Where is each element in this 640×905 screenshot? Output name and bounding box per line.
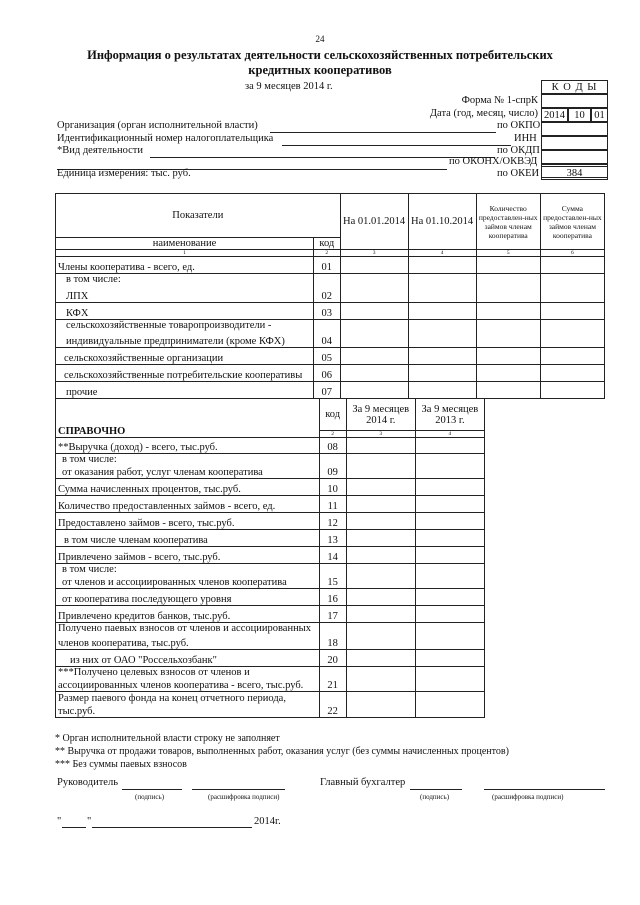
table-row — [56, 667, 485, 692]
value-cell[interactable] — [415, 650, 484, 667]
head-decode-line[interactable] — [192, 789, 285, 790]
value-cell[interactable] — [415, 438, 484, 454]
h-code: код — [314, 238, 341, 250]
row-label-sub: в том числе: — [62, 454, 117, 465]
row-label-line1: Получено паевых взносов от членов и ассоциированных — [58, 623, 311, 634]
row-code: 02 — [314, 274, 341, 303]
table-row — [56, 382, 605, 399]
form-code-cell — [541, 94, 608, 108]
row-code: 05 — [314, 348, 341, 365]
value-cell[interactable] — [346, 479, 415, 496]
colnum: 2 — [319, 431, 346, 438]
value-cell[interactable] — [540, 320, 604, 348]
row-label: **Выручка (доход) - всего, тыс.руб. — [56, 438, 320, 454]
value-cell[interactable] — [340, 274, 408, 303]
row-label: сельскохозяйственные организации — [56, 348, 314, 365]
value-cell[interactable] — [476, 257, 540, 274]
page-number: 24 — [315, 34, 325, 44]
h-sum: Сумма предоставлен-ных займов членам кооператива — [540, 194, 604, 250]
colnum: 6 — [540, 250, 604, 257]
activity-label: *Вид деятельности — [57, 145, 143, 156]
accountant-decode-line[interactable] — [484, 789, 605, 790]
row-code: 01 — [314, 257, 341, 274]
row-code: 09 — [319, 454, 346, 479]
value-cell[interactable] — [415, 564, 484, 589]
row-label — [56, 274, 314, 303]
inn-cell[interactable] — [541, 136, 608, 150]
row-label-main: от оказания работ, услуг членам кооператива — [62, 467, 263, 478]
value-cell[interactable] — [476, 365, 540, 382]
colnum: 2 — [314, 250, 341, 257]
row-label: Сумма начисленных процентов, тыс.руб. — [56, 479, 320, 496]
row-label — [56, 320, 314, 348]
date-quote-open: " — [57, 816, 62, 827]
colnum: 4 — [408, 250, 476, 257]
row-label — [56, 564, 320, 589]
row-label: КФХ — [56, 303, 314, 320]
value-cell[interactable] — [408, 348, 476, 365]
row-label-sub: в том числе: — [62, 564, 117, 575]
value-cell[interactable] — [340, 365, 408, 382]
colnum: 4 — [415, 431, 484, 438]
sign-month-line[interactable] — [92, 827, 252, 828]
date-label: Дата (год, месяц, число) — [429, 108, 538, 119]
row-code: 18 — [319, 623, 346, 650]
row-code: 17 — [319, 606, 346, 623]
row-code: 22 — [319, 692, 346, 718]
table-row — [56, 479, 485, 496]
report-period: за 9 месяцев 2014 г. — [245, 81, 333, 92]
date-quote-close: " — [87, 816, 92, 827]
row-label: от кооператива последующего уровня — [56, 589, 320, 606]
row-label: прочие — [56, 382, 314, 399]
accountant-label: Главный бухгалтер — [320, 777, 406, 788]
accountant-decode-caption: (расшифровка подписи) — [492, 793, 564, 801]
okdp-label: по ОКДП — [497, 145, 540, 156]
table-row — [56, 623, 485, 650]
row-code: 04 — [314, 320, 341, 348]
form-label: Форма № 1-спрК — [461, 95, 538, 106]
accountant-signature-line[interactable] — [410, 789, 462, 790]
row-label — [56, 692, 320, 718]
row-code: 20 — [319, 650, 346, 667]
value-cell[interactable] — [415, 667, 484, 692]
footnote-2: ** Выручка от продажи товаров, выполненных работ, оказания услуг (без суммы начисленных процентов) — [55, 746, 509, 757]
row-label — [56, 623, 320, 650]
value-cell[interactable] — [346, 623, 415, 650]
value-cell[interactable] — [346, 530, 415, 547]
h-date2: На 01.10.2014 — [408, 194, 476, 250]
sign-year: 2014г. — [254, 816, 281, 827]
value-cell[interactable] — [540, 274, 604, 303]
row-label-line2: индивидуальные предприниматели (кроме КФХ) — [66, 336, 285, 347]
inn-field[interactable] — [282, 145, 511, 146]
row-label-line1: ***Получено целевых взносов от членов и — [58, 667, 250, 678]
value-cell[interactable] — [415, 454, 484, 479]
row-code: 10 — [319, 479, 346, 496]
value-cell[interactable] — [540, 365, 604, 382]
row-label — [56, 454, 320, 479]
value-cell[interactable] — [346, 454, 415, 479]
row-label-main: ЛПХ — [66, 291, 89, 302]
footnote-3: *** Без суммы паевых взносов — [55, 759, 187, 770]
table-row — [56, 496, 485, 513]
date-month: 10 — [568, 108, 591, 122]
row-label-line2: членов кооператива, тыс.руб. — [58, 638, 189, 649]
row-label-line1: сельскохозяйственные товаропроизводители - — [66, 320, 272, 331]
colnum: 1 — [56, 250, 314, 257]
h-period-2013: За 9 месяцев 2013 г. — [415, 399, 484, 431]
value-cell[interactable] — [340, 320, 408, 348]
row-label-line1: Размер паевого фонда на конец отчетного периода, — [58, 693, 286, 704]
h-name: наименование — [56, 238, 314, 250]
inn-row-label: Идентификационный номер налогоплательщика — [57, 133, 274, 144]
h-date1: На 01.01.2014 — [340, 194, 408, 250]
table-row — [56, 274, 605, 303]
okdp-cell[interactable] — [541, 150, 608, 164]
row-label-line2: ассоциированных членов кооператива - всего, тыс.руб. — [58, 680, 304, 691]
value-cell[interactable] — [415, 479, 484, 496]
members-table — [55, 193, 605, 399]
value-cell[interactable] — [540, 348, 604, 365]
inn-label: ИНН — [514, 133, 537, 144]
row-code: 08 — [319, 438, 346, 454]
h-period-2014: За 9 месяцев 2014 г. — [346, 399, 415, 431]
row-code: 07 — [314, 382, 341, 399]
okei-cell: 384 — [541, 166, 608, 180]
value-cell[interactable] — [408, 303, 476, 320]
table-row — [56, 606, 485, 623]
value-cell[interactable] — [346, 564, 415, 589]
value-cell[interactable] — [540, 303, 604, 320]
title-line-2: кредитных кооперативов — [248, 63, 392, 77]
value-cell[interactable] — [540, 257, 604, 274]
value-cell[interactable] — [346, 496, 415, 513]
value-cell[interactable] — [346, 606, 415, 623]
row-code: 03 — [314, 303, 341, 320]
value-cell[interactable] — [346, 547, 415, 564]
row-label: из них от ОАО "Россельхозбанк" — [56, 650, 320, 667]
value-cell[interactable] — [340, 303, 408, 320]
accountant-sign-caption: (подпись) — [420, 793, 450, 801]
activity-field[interactable] — [150, 157, 495, 158]
value-cell[interactable] — [346, 667, 415, 692]
value-cell[interactable] — [340, 382, 408, 399]
row-code: 13 — [319, 530, 346, 547]
value-cell[interactable] — [476, 274, 540, 303]
value-cell[interactable] — [476, 382, 540, 399]
row-label: Члены кооператива - всего, ед. — [56, 257, 314, 274]
row-code: 15 — [319, 564, 346, 589]
value-cell[interactable] — [415, 606, 484, 623]
reference-title: СПРАВОЧНО — [56, 399, 320, 438]
value-cell[interactable] — [340, 348, 408, 365]
row-label-line2: тыс.руб. — [58, 706, 96, 717]
table-row — [56, 650, 485, 667]
value-cell[interactable] — [415, 547, 484, 564]
value-cell[interactable] — [408, 365, 476, 382]
value-cell[interactable] — [408, 320, 476, 348]
value-cell[interactable] — [415, 513, 484, 530]
table-row — [56, 303, 605, 320]
value-cell[interactable] — [415, 589, 484, 606]
date-day: 01 — [591, 108, 608, 122]
codes-header: К О Д Ы — [541, 80, 608, 94]
row-code: 12 — [319, 513, 346, 530]
colnum: 5 — [476, 250, 540, 257]
table-row — [56, 564, 485, 589]
row-label: Количество предоставленных займов - всего, ед. — [56, 496, 320, 513]
value-cell[interactable] — [415, 530, 484, 547]
table-row — [56, 692, 485, 718]
value-cell[interactable] — [415, 692, 484, 718]
value-cell[interactable] — [408, 257, 476, 274]
value-cell[interactable] — [476, 348, 540, 365]
org-field[interactable] — [270, 132, 496, 133]
table-row — [56, 438, 485, 454]
value-cell[interactable] — [415, 623, 484, 650]
table-row — [56, 589, 485, 606]
okpo-label: по ОКПО — [497, 120, 541, 131]
row-code: 16 — [319, 589, 346, 606]
h-code: код — [319, 399, 346, 431]
footnote-1: * Орган исполнительной власти строку не заполняет — [55, 733, 280, 744]
value-cell[interactable] — [346, 589, 415, 606]
h-count: Количество предоставлен-ных займов членам кооператива — [476, 194, 540, 250]
okei-label: по ОКЕИ — [497, 168, 540, 179]
head-label: Руководитель — [57, 777, 118, 788]
colnum: 3 — [340, 250, 408, 257]
row-code: 14 — [319, 547, 346, 564]
head-decode-caption: (расшифровка подписи) — [208, 793, 280, 801]
org-label: Организация (орган исполнительной власти) — [57, 120, 258, 131]
table-row — [56, 513, 485, 530]
value-cell[interactable] — [346, 513, 415, 530]
head-signature-line[interactable] — [122, 789, 182, 790]
value-cell[interactable] — [476, 303, 540, 320]
row-code: 06 — [314, 365, 341, 382]
row-label: в том числе членам кооператива — [56, 530, 320, 547]
value-cell[interactable] — [415, 496, 484, 513]
date-year: 2014 — [541, 108, 568, 122]
page-title — [60, 48, 580, 78]
value-cell[interactable] — [476, 320, 540, 348]
table-row — [56, 454, 485, 479]
okonh-label: по ОКОНХ/ОКВЭД — [449, 156, 538, 167]
row-label: Привлечено займов - всего, тыс.руб. — [56, 547, 320, 564]
value-cell[interactable] — [540, 382, 604, 399]
value-cell[interactable] — [346, 438, 415, 454]
title-line-1: Информация о результатах деятельности сельскохозяйственных потребительских — [87, 48, 553, 62]
row-label-main: от членов и ассоциированных членов кооператива — [62, 577, 287, 588]
row-label — [56, 667, 320, 692]
table-row — [56, 257, 605, 274]
table-row — [56, 348, 605, 365]
head-sign-caption: (подпись) — [135, 793, 165, 801]
value-cell[interactable] — [346, 692, 415, 718]
table-row — [56, 530, 485, 547]
table-row — [56, 547, 485, 564]
h-indicators: Показатели — [56, 194, 341, 238]
value-cell[interactable] — [408, 274, 476, 303]
row-code: 11 — [319, 496, 346, 513]
row-label-sub: в том числе: — [66, 274, 121, 285]
row-label: Предоставлено займов - всего, тыс.руб. — [56, 513, 320, 530]
row-code: 21 — [319, 667, 346, 692]
colnum: 3 — [346, 431, 415, 438]
value-cell[interactable] — [346, 650, 415, 667]
value-cell[interactable] — [408, 382, 476, 399]
row-label: Привлечено кредитов банков, тыс.руб. — [56, 606, 320, 623]
table-row — [56, 320, 605, 348]
value-cell[interactable] — [340, 257, 408, 274]
reference-table — [55, 398, 485, 718]
sign-day-line[interactable] — [62, 827, 86, 828]
table-row — [56, 365, 605, 382]
row-label: сельскохозяйственные потребительские кооперативы — [56, 365, 314, 382]
unit-label: Единица измерения: тыс. руб. — [57, 168, 191, 179]
okpo-cell[interactable] — [541, 122, 608, 136]
